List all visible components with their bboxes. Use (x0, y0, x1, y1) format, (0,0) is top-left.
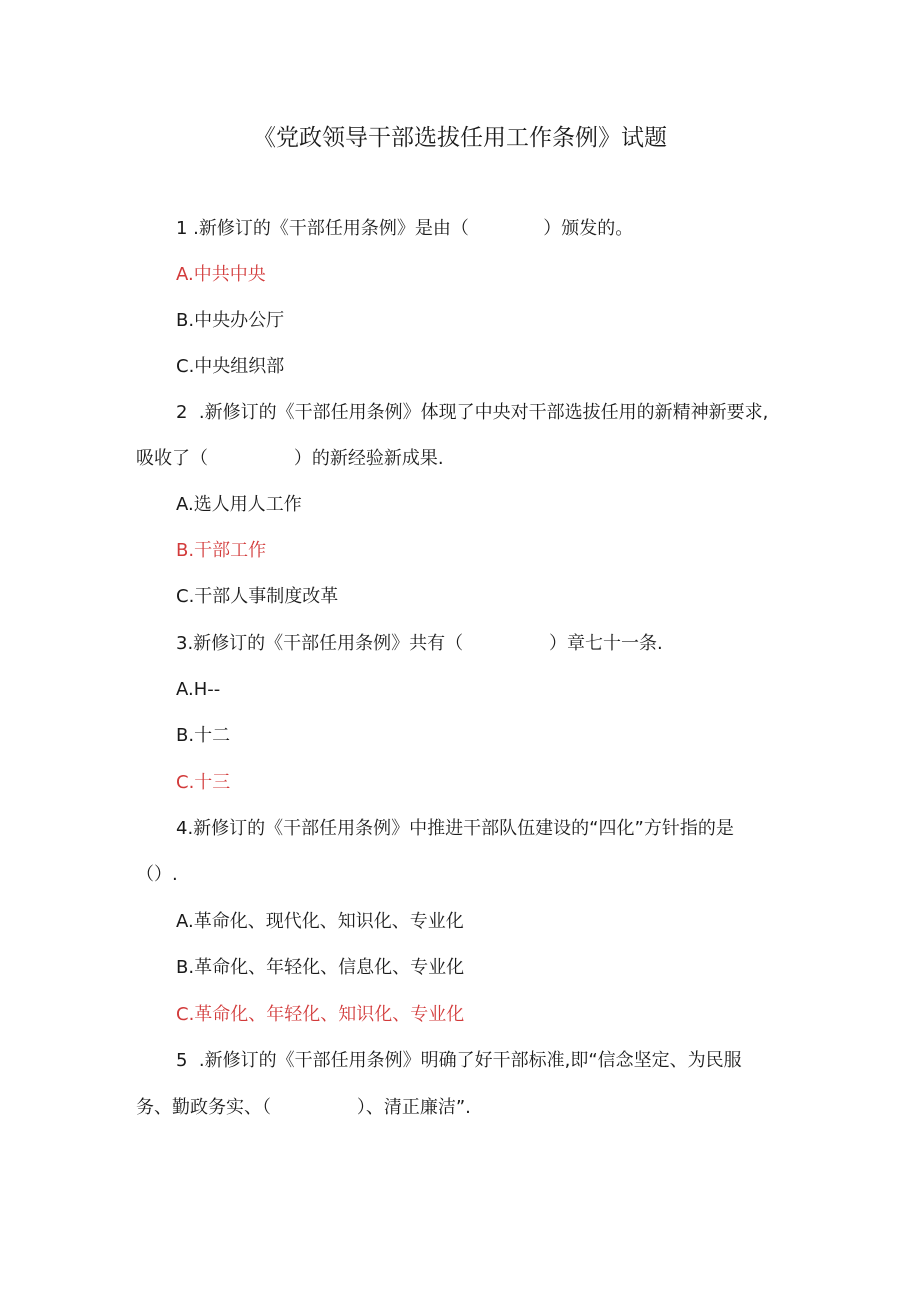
question-1-option-c: C.中央组织部 (176, 356, 285, 377)
question-2-text: 2 .新修订的《干部任用条例》体现了中央对干部选拔任用的新精神新要求, (176, 402, 769, 423)
question-3-option-b: B.十二 (176, 725, 231, 746)
question-4-option-b: B.革命化、年轻化、信息化、专业化 (176, 957, 465, 978)
question-1-text: 1 .新修订的《干部任用条例》是由（ ）颁发的。 (176, 218, 634, 239)
question-3-option-a: A.H-- (176, 679, 221, 700)
question-5-text: 5 .新修订的《干部任用条例》明确了好干部标准,即“信念坚定、为民服 (176, 1050, 742, 1071)
question-3-text: 3.新修订的《干部任用条例》共有（ ）章七十一条. (176, 633, 663, 654)
page-title: 《党政领导干部选拔任用工作条例》试题 (253, 125, 667, 151)
question-1-option-b: B.中央办公厅 (176, 310, 285, 331)
question-5-text-cont: 务、勤政务实、（ ）、清正廉洁”. (136, 1097, 471, 1118)
question-4-text-cont: （）. (136, 864, 178, 885)
question-1-option-a: A.中共中央 (176, 264, 266, 285)
question-4-option-c: C.革命化、年轻化、知识化、专业化 (176, 1004, 465, 1025)
question-4-text: 4.新修订的《干部任用条例》中推进干部队伍建设的“四化”方针指的是 (176, 818, 734, 839)
question-2-option-c: C.干部人事制度改革 (176, 586, 339, 607)
question-2-option-a: A.选人用人工作 (176, 494, 302, 515)
question-4-option-a: A.革命化、现代化、知识化、专业化 (176, 911, 464, 932)
question-3-option-c: C.十三 (176, 772, 231, 793)
question-2-option-b: B.干部工作 (176, 540, 267, 561)
question-2-text-cont: 吸收了（ ）的新经验新成果. (136, 448, 444, 469)
